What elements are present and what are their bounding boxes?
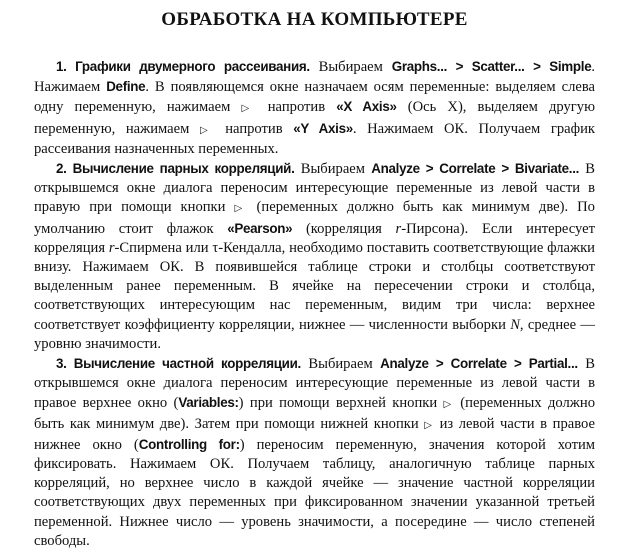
section-partial-correlation (34, 354, 595, 551)
body-text: ) при помощи верхней кнопки (238, 395, 444, 412)
section-heading: 3. Вычисление частной корреляции. (56, 356, 301, 372)
menu-item: «Pearson» (227, 220, 293, 236)
menu-path: Analyze > Correlate > Bivariate... (371, 161, 580, 177)
menu-item: Variables: (178, 395, 239, 411)
menu-path: Analyze > Correlate > Partial... (380, 356, 578, 372)
section-heading: 1. Графики двумерного рассеивания. (56, 59, 310, 74)
body-text: , среднее — уровню значимости. (34, 316, 595, 352)
page-title: ОБРАБОТКА НА КОМПЬЮТЕРЕ (161, 9, 468, 30)
body-text: . Нажимаем (34, 59, 595, 96)
body-text: (переменных должно быть как минимум две). По умолчанию стоит флажок (34, 199, 595, 237)
menu-item: «Y Axis» (293, 120, 353, 136)
section-bivariate-correlation (34, 159, 595, 354)
menu-path: Graphs... > Scatter... > Simple (391, 59, 592, 74)
arrow-icon: ▷ (443, 399, 454, 411)
italic-symbol: N (510, 316, 520, 333)
section-scatter-graphs (34, 57, 595, 159)
body-text: Выбираем (309, 59, 392, 75)
arrow-icon: ▷ (199, 124, 215, 136)
body-text: Выбираем (294, 161, 372, 178)
body-text: напротив (214, 120, 294, 137)
body-text: В открывшемся окне диалога переносим интересующие переменные из левой части в правую при помощи кнопки (34, 161, 595, 216)
arrow-icon: ▷ (424, 419, 434, 431)
body-text: Выбираем (300, 356, 381, 373)
menu-item: Define (106, 79, 146, 95)
body-text: (корреляция (292, 220, 396, 237)
body-text: . В появляющемся окне назначаем осям переменные: выделяем слева одну переменную, нажимаем (34, 79, 596, 116)
arrow-icon: ▷ (241, 103, 257, 115)
body-text: . Нажимаем ОК. Получаем график рассеивания назначенных переменных. (34, 120, 595, 157)
menu-item: «X Axis» (336, 99, 397, 115)
italic-symbol: r (395, 220, 402, 237)
body-text: -Спирмена или τ-Кендалла, необходимо поставить соответствующие флажки внизу. Нажимаем ОК. В появившейся таблице строки и столбцы соответствуют выделенным ранее переменным. В ячейке на пересечении строки и столбца, соответствующих интересующим нас переменным, видим три числа: верхнее соответствует коэффициенту корреляции, нижнее — численности выборки (34, 239, 595, 333)
menu-item: Controlling for: (138, 436, 240, 452)
section-heading: 2. Вычисление парных корреляций. (56, 161, 295, 177)
body-text: ) переносим переменную, значения которой хотим фиксировать. Нажимаем ОК. Получаем таблицу, аналогичную таблице парных корреляций, но верхнее число в каждой ячейке — значение частной корреляции соответствующих двух переменных при фиксированном значении указанной третьей переменной. Нижнее число — уровень значимости, а посередине — число степеней свободы. (34, 436, 596, 549)
arrow-icon: ▷ (234, 203, 248, 215)
body-text: напротив (256, 99, 337, 116)
body-text: -Пирсона). Если интересует корреляция (34, 220, 595, 256)
body-text: из левой части в правое нижнее окно ( (34, 415, 595, 453)
body-text: (переменных должно быть как минимум две). Затем при помощи нижней кнопки (34, 395, 595, 432)
body-text: В открывшемся окне диалога переносим интересующие переменные из левой части в правое верхнее окно ( (34, 356, 596, 412)
italic-symbol: r (108, 239, 115, 256)
body-text: (Ось X), выделяем другую переменную, нажимаем (34, 99, 595, 137)
